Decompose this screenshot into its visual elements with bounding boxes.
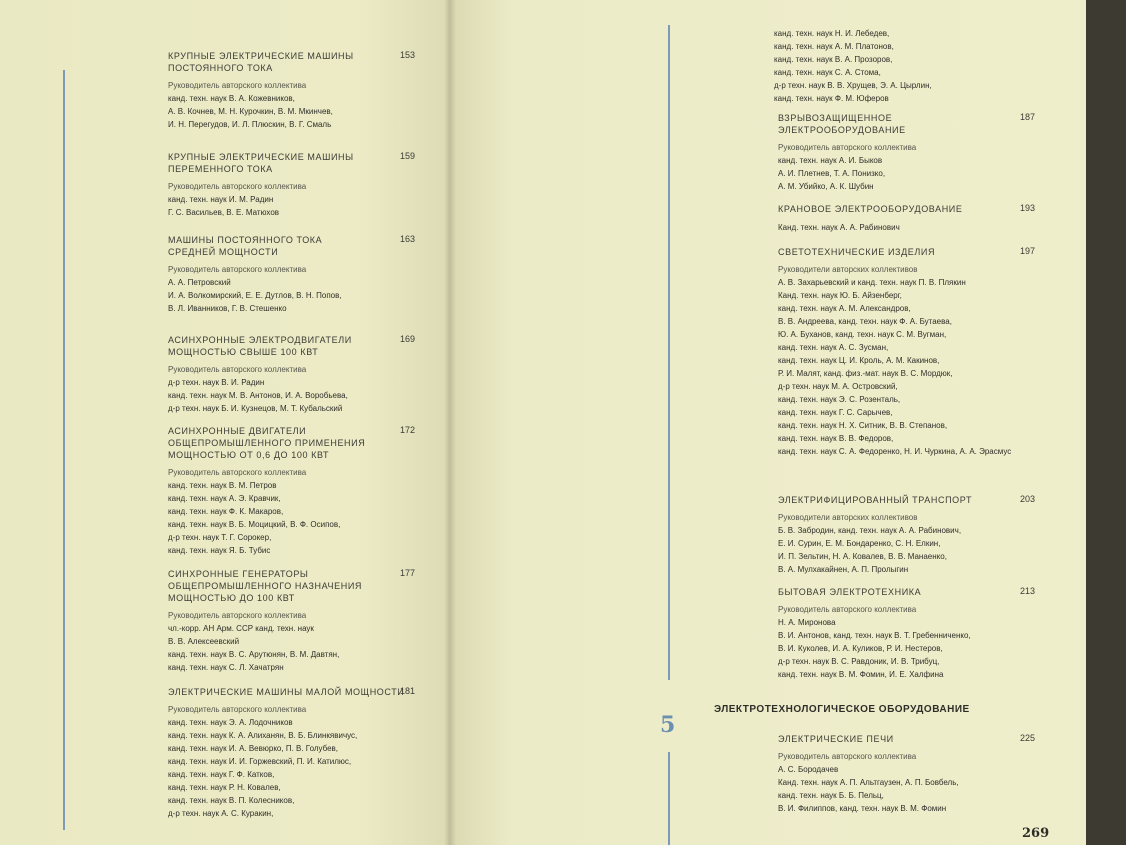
author-line: канд. техн. наук И. М. Радин — [168, 195, 274, 204]
author-line: канд. техн. наук Ф. К. Макаров, — [168, 507, 284, 516]
entry-title-line: ОБЩЕПРОМЫШЛЕННОГО ПРИМЕНЕНИЯ — [168, 438, 366, 448]
author-line: д-р техн. наук Т. Г. Сорокер, — [168, 533, 272, 542]
entry-lead: Руководитель авторского коллектива — [168, 468, 307, 477]
contents-entry — [168, 234, 342, 315]
author-line: канд. техн. наук Ф. М. Юферов — [774, 94, 889, 103]
author-line: канд. техн. наук В. П. Колесников, — [168, 796, 295, 805]
book-spine — [444, 0, 456, 845]
author-line: д-р техн. наук Б. И. Кузнецов, М. Т. Кубальский — [168, 404, 343, 413]
entry-authors — [778, 154, 916, 193]
entry-title-line: МОЩНОСТЬЮ ОТ 0,6 ДО 100 КВТ — [168, 450, 330, 460]
author-line: канд. техн. наук Э. С. Розенталь, — [778, 395, 901, 404]
contents-entry — [168, 686, 404, 820]
entry-lead: Руководители авторских коллективов — [778, 513, 918, 522]
author-line: канд. техн. наук Э. А. Лодочников — [168, 718, 293, 727]
author-line: И. А. Волкомирский, Е. Е. Дутлов, В. Н. Попов, — [168, 291, 342, 300]
right-margin-rule — [668, 25, 670, 680]
author-line: В. И. Антонов, канд. техн. наук В. Т. Гребенниченко, — [778, 631, 971, 640]
author-line: В. В. Алексеевский — [168, 637, 240, 646]
entry-title-line: ЭЛЕКТРИЧЕСКИЕ ПЕЧИ — [778, 734, 894, 744]
author-line: канд. техн. наук В. А. Прозоров, — [774, 55, 893, 64]
author-line: канд. техн. наук К. А. Алиханян, В. Б. Блинкявичус, — [168, 731, 358, 740]
author-line: А. С. Бородачев — [778, 765, 839, 774]
entry-page-number: 159 — [400, 151, 416, 161]
entry-title-line: БЫТОВАЯ ЭЛЕКТРОТЕХНИКА — [778, 587, 922, 597]
author-line: канд. техн. наук А. Э. Кравчик, — [168, 494, 281, 503]
author-line: канд. техн. наук А. И. Быков — [778, 156, 883, 165]
entry-authors — [168, 479, 365, 557]
entry-page-number: 197 — [1020, 246, 1036, 256]
contents-entry — [168, 425, 365, 557]
entry-page-number: 163 — [400, 234, 416, 244]
author-line: В. В. Андреева, канд. техн. наук Ф. А. Бутаева, — [778, 317, 952, 326]
author-line: Н. А. Миронова — [778, 618, 836, 627]
author-line: канд. техн. наук А. С. Зусман, — [778, 343, 889, 352]
entry-authors — [778, 763, 959, 815]
author-line: канд. техн. наук Б. Б. Пельц, — [778, 791, 884, 800]
author-line: Г. С. Васильев, В. Е. Матюхов — [168, 208, 280, 217]
entry-lead: Руководитель авторского коллектива — [168, 365, 307, 374]
entry-title-line: ОБЩЕПРОМЫШЛЕННОГО НАЗНАЧЕНИЯ — [168, 581, 363, 591]
author-line: Канд. техн. наук А. П. Альтгаузен, А. П. Бовбель, — [778, 778, 959, 787]
entry-page-number: 177 — [400, 568, 416, 578]
entry-authors — [168, 716, 404, 820]
entry-lead: Руководитель авторского коллектива — [168, 81, 307, 90]
author-line: канд. техн. наук В. В. Федоров, — [778, 434, 894, 443]
entry-authors — [168, 193, 354, 219]
author-line: Канд. техн. наук А. А. Рабинович — [778, 223, 900, 232]
entry-title-line: ВЗРЫВОЗАЩИЩЕННОЕ — [778, 113, 893, 123]
contents-entry — [168, 334, 352, 415]
author-line: Р. И. Малят, канд. физ.-мат. наук В. С. Мордюк, — [778, 369, 953, 378]
contents-entry — [778, 733, 959, 815]
entry-title — [168, 50, 354, 74]
contents-entry — [168, 50, 354, 131]
author-line: чл.-корр. АН Арм. ССР канд. техн. наук — [168, 624, 314, 633]
entry-page-number: 193 — [1020, 203, 1036, 213]
entry-title — [168, 686, 404, 698]
entry-title-line: ПОСТОЯННОГО ТОКА — [168, 63, 273, 73]
author-line: В. Л. Иванников, Г. В. Стешенко — [168, 304, 287, 313]
right-margin-rule-lower — [668, 752, 670, 845]
contents-entry — [778, 494, 972, 576]
author-line: А. А. Петровский — [168, 278, 231, 287]
author-line: канд. техн. наук В. А. Кожевников, — [168, 94, 295, 103]
entry-page-number: 172 — [400, 425, 416, 435]
entry-title-line: СРЕДНЕЙ МОЩНОСТИ — [168, 247, 279, 257]
author-line: А. В. Кочнев, М. Н. Курочкин, В. М. Мкинчев, — [168, 107, 333, 116]
entry-lead: Руководитель авторского коллектива — [168, 705, 307, 714]
author-line: канд. техн. наук С. А. Федоренко, Н. И. Чуркина, А. А. Эрасмус — [778, 447, 1012, 456]
author-line: Б. В. Забродин, канд. техн. наук А. А. Рабинович, — [778, 526, 962, 535]
entry-title — [778, 203, 962, 215]
author-line: д-р техн. наук В. И. Радин — [168, 378, 265, 387]
entry-title — [778, 733, 959, 745]
entry-title — [778, 112, 916, 136]
entry-authors — [778, 616, 971, 681]
entry-page-number: 225 — [1020, 733, 1036, 743]
continued-authors — [774, 27, 932, 105]
page-number: 269 — [1022, 826, 1050, 841]
entry-title-line: АСИНХРОННЫЕ ЭЛЕКТРОДВИГАТЕЛИ — [168, 335, 352, 345]
author-line: В. А. Мулхакайнен, А. П. Пролыгин — [778, 565, 909, 574]
entry-title — [168, 425, 365, 461]
entry-lead: Руководители авторских коллективов — [778, 265, 918, 274]
background-edge — [1086, 0, 1126, 845]
author-line: И. П. Зельтин, Н. А. Ковалев, В. В. Манаенко, — [778, 552, 947, 561]
author-line: Е. И. Сурин, Е. М. Бондаренко, С. Н. Елкин, — [778, 539, 941, 548]
entry-title-line: СВЕТОТЕХНИЧЕСКИЕ ИЗДЕЛИЯ — [778, 247, 936, 257]
entry-title — [168, 151, 354, 175]
entry-authors — [168, 92, 354, 131]
entry-authors — [778, 524, 972, 576]
author-line: канд. техн. наук Р. Н. Ковалев, — [168, 783, 281, 792]
author-line: д-р техн. наук А. С. Куракин, — [168, 809, 274, 818]
entry-lead: Руководитель авторского коллектива — [778, 605, 917, 614]
author-line: д-р техн. наук В. С. Равдоник, И. В. Трибуц, — [778, 657, 940, 666]
contents-entry — [778, 112, 916, 193]
entry-title-line: ЭЛЕКТРООБОРУДОВАНИЕ — [778, 125, 906, 135]
author-line: канд. техн. наук Н. И. Лебедев, — [774, 29, 890, 38]
author-line: канд. техн. наук С. Л. Хачатрян — [168, 663, 284, 672]
entry-title-line: МОЩНОСТЬЮ СВЫШЕ 100 КВТ — [168, 347, 319, 357]
author-line: канд. техн. наук Я. Б. Тубис — [168, 546, 271, 555]
entry-title — [168, 334, 352, 358]
entry-page-number: 203 — [1020, 494, 1036, 504]
entry-title-line: ПЕРЕМЕННОГО ТОКА — [168, 164, 273, 174]
contents-entry — [778, 246, 1011, 458]
contents-entry — [168, 151, 354, 219]
entry-page-number: 169 — [400, 334, 416, 344]
author-line: канд. техн. наук А. М. Александров, — [778, 304, 911, 313]
entry-title-line: МАШИНЫ ПОСТОЯННОГО ТОКА — [168, 235, 323, 245]
entry-authors — [778, 276, 1011, 458]
entry-authors — [778, 221, 962, 234]
entry-page-number: 187 — [1020, 112, 1036, 122]
entry-title-line: ЭЛЕКТРИФИЦИРОВАННЫЙ ТРАНСПОРТ — [778, 495, 973, 505]
entry-title-line: КРАНОВОЕ ЭЛЕКТРООБОРУДОВАНИЕ — [778, 204, 963, 214]
author-line: канд. техн. наук В. М. Фомин, И. Е. Халфина — [778, 670, 944, 679]
chapter-number: 5 — [660, 712, 676, 738]
author-line: д-р техн. наук М. А. Островский, — [778, 382, 898, 391]
author-line: канд. техн. наук В. М. Петров — [168, 481, 277, 490]
entry-page-number: 181 — [400, 686, 416, 696]
entry-title — [778, 494, 972, 506]
author-line: И. Н. Перегудов, И. Л. Плюскин, В. Г. Смаль — [168, 120, 332, 129]
author-line: канд. техн. наук И. И. Горжевский, П. И. Катилюс, — [168, 757, 352, 766]
contents-entry — [168, 568, 362, 674]
entry-lead: Руководитель авторского коллектива — [168, 611, 307, 620]
entry-lead: Руководитель авторского коллектива — [778, 752, 917, 761]
author-line: А. И. Плетнев, Т. А. Понизко, — [778, 169, 886, 178]
author-line: канд. техн. наук В. Б. Моцицкий, В. Ф. Осипов, — [168, 520, 341, 529]
author-line: Ю. А. Буханов, канд. техн. наук С. М. Вугман, — [778, 330, 947, 339]
author-line: Канд. техн. наук Ю. Б. Айзенберг, — [778, 291, 902, 300]
left-margin-rule — [63, 70, 65, 830]
author-line: канд. техн. наук А. М. Платонов, — [774, 42, 894, 51]
author-line: канд. техн. наук Г. С. Сарычев, — [778, 408, 893, 417]
entry-page-number: 213 — [1020, 586, 1036, 596]
author-line: д-р техн. наук В. В. Хрущев, Э. А. Цырлин, — [774, 81, 932, 90]
author-line: В. И. Филиппов, канд. техн. наук В. М. Фомин — [778, 804, 947, 813]
entry-title-line: СИНХРОННЫЕ ГЕНЕРАТОРЫ — [168, 569, 309, 579]
author-line: канд. техн. наук С. А. Стома, — [774, 68, 881, 77]
entry-title — [168, 568, 362, 604]
author-line: В. И. Куколев, И. А. Куликов, Р. И. Нестеров, — [778, 644, 943, 653]
entry-lead: Руководитель авторского коллектива — [168, 265, 307, 274]
entry-title — [778, 586, 971, 598]
entry-authors — [168, 276, 342, 315]
entry-authors — [168, 622, 362, 674]
entry-lead: Руководитель авторского коллектива — [778, 143, 917, 152]
author-line: канд. техн. наук И. А. Вевюрко, П. В. Голубев, — [168, 744, 339, 753]
author-line: А. М. Убийко, А. К. Шубин — [778, 182, 874, 191]
entry-page-number: 153 — [400, 50, 416, 60]
contents-entry — [778, 586, 971, 681]
entry-title — [778, 246, 1011, 258]
author-line: канд. техн. наук В. С. Арутюнян, В. М. Давтян, — [168, 650, 340, 659]
entry-title-line: КРУПНЫЕ ЭЛЕКТРИЧЕСКИЕ МАШИНЫ — [168, 152, 354, 162]
entry-title-line: АСИНХРОННЫЕ ДВИГАТЕЛИ — [168, 426, 307, 436]
author-line: канд. техн. наук Ц. И. Кроль, А. М. Какинов, — [778, 356, 940, 365]
chapter-title: ЭЛЕКТРОТЕХНОЛОГИЧЕСКОЕ ОБОРУДОВАНИЕ — [714, 704, 970, 715]
entry-lead: Руководитель авторского коллектива — [168, 182, 307, 191]
entry-title-line: ЭЛЕКТРИЧЕСКИЕ МАШИНЫ МАЛОЙ МОЩНОСТИ — [168, 687, 405, 697]
entry-title-line: КРУПНЫЕ ЭЛЕКТРИЧЕСКИЕ МАШИНЫ — [168, 51, 354, 61]
author-line: канд. техн. наук Н. Х. Ситник, В. В. Степанов, — [778, 421, 948, 430]
author-line: А. В. Захарьевский и канд. техн. наук П. В. Плякин — [778, 278, 966, 287]
entry-title — [168, 234, 342, 258]
author-line: канд. техн. наук М. В. Антонов, И. А. Воробьева, — [168, 391, 348, 400]
contents-entry — [778, 203, 962, 234]
entry-authors — [168, 376, 352, 415]
author-line: канд. техн. наук Г. Ф. Катков, — [168, 770, 275, 779]
entry-title-line: МОЩНОСТЬЮ ДО 100 КВТ — [168, 593, 295, 603]
